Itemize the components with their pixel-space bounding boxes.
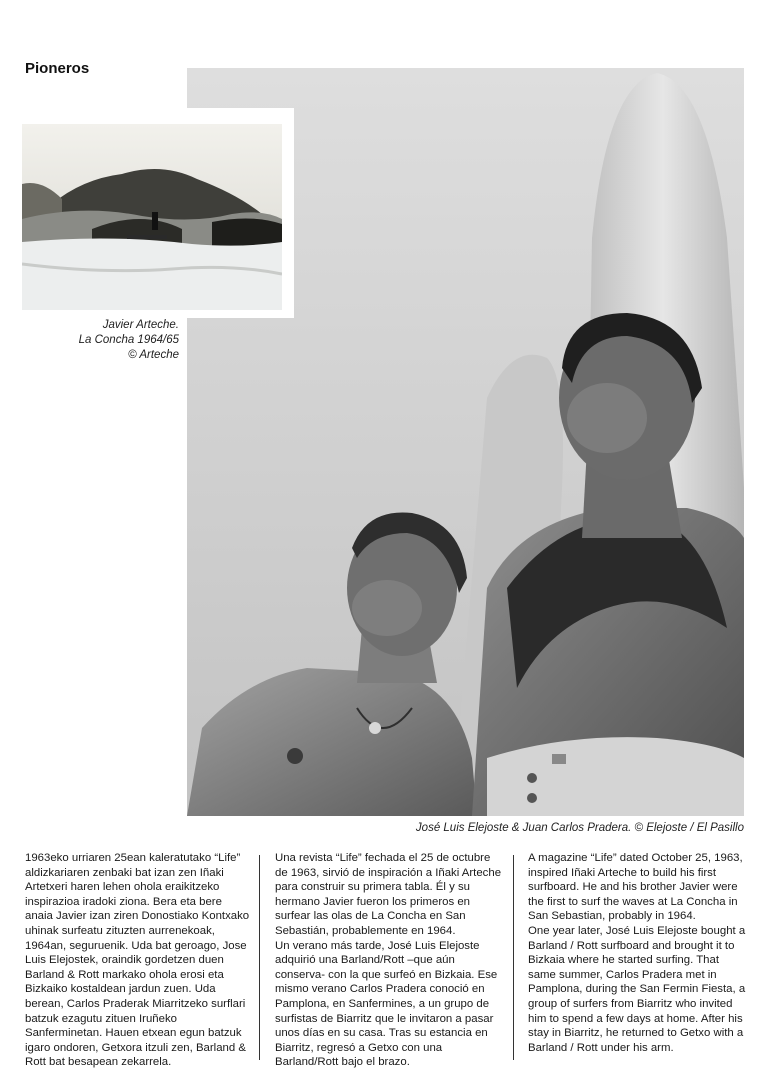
inset-caption-line: © Arteche: [128, 349, 179, 361]
text-columns: [25, 851, 746, 1069]
paragraph: A magazine “Life” dated October 25, 1963, inspired Iñaki Arteche to build his first surfboard. He and his brother Javier were the first to surf the waves at La Concha in San Sebastian, probably in 1964.: [528, 852, 743, 923]
paragraph: 1963eko urriaren 25ean kaleratutako “Life” aldizkariaren zenbaki bat izan zen Iñaki Artetxeri haren lehen ohola eraikitzeko inspirazioa iradoki ziona. Bera eta bere anaia Javier izan ziren Donostiako Kontxako uhinak surfeatu zituzten aurrenekoak, 1964an, seguruenik. Uda bat geroago, Jose Luis Elejostek, oraindik gordetzen duen Barland & Rott markako ohola erosi eta Bizkaiko kostaldean jardun zuen. Uda berean, Carlos Praderak Miarritzeko surflari batzuk ezagutu zituen Iruñeko Sanferminetan. Hauen etxean egun batzuk igaro ondoren, Getxora itzuli zen, Barland & Rott bat besapean zekarrela.: [25, 852, 250, 1069]
paragraph: One year later, José Luis Elejoste bought a Barland / Rott surfboard and brought it to Bizkaia where he started surfing. That same summer, Carlos Pradera met in Pamplona, during the San Fermin Fiesta, a group of surfers from Biarritz who invited him to spend a few days at home. After his stay in Biarritz, he returned to Getxo with a Barland / Rott under his arm.: [528, 924, 746, 1054]
main-photo-caption: José Luis Elejoste & Juan Carlos Pradera. © Elejoste / El Pasillo: [415, 822, 744, 834]
column-divider: [513, 855, 514, 1060]
inset-caption: [9, 318, 179, 363]
column-english: [528, 851, 750, 1055]
paragraph: Una revista “Life” fechada el 25 de octubre de 1963, sirvió de inspiración a Iñaki Arteche para construir su primera tabla. Él y su hermano Javier fueron los primeros en surfear las olas de La Concha en San Sebastián, probablemente en 1964.: [275, 852, 502, 937]
column-divider: [259, 855, 260, 1060]
la-concha-wave-illustration: [22, 124, 282, 310]
inset-photo-frame: [15, 108, 294, 318]
column-spanish: [275, 851, 503, 1070]
paragraph: Un verano más tarde, José Luis Elejoste adquirió una Barland/Rott –que aún conserva- con la que surfeó en Bizkaia. Ese mismo verano Carlos Pradera conoció en Pamplona, en Sanfermines, a un grupo de surfistas de Biarritz que le invitaron a pasar unos días en su casa. Tras su estancia en Biarritz, regresó a Getxo con una Barland/Rott bajo el brazo.: [275, 939, 498, 1069]
page-title: Pioneros: [25, 60, 90, 77]
inset-caption-line: La Concha 1964/65: [78, 334, 179, 346]
inset-caption-line: Javier Arteche.: [102, 319, 179, 331]
inset-photo: [22, 124, 282, 310]
column-basque: [25, 851, 250, 1070]
